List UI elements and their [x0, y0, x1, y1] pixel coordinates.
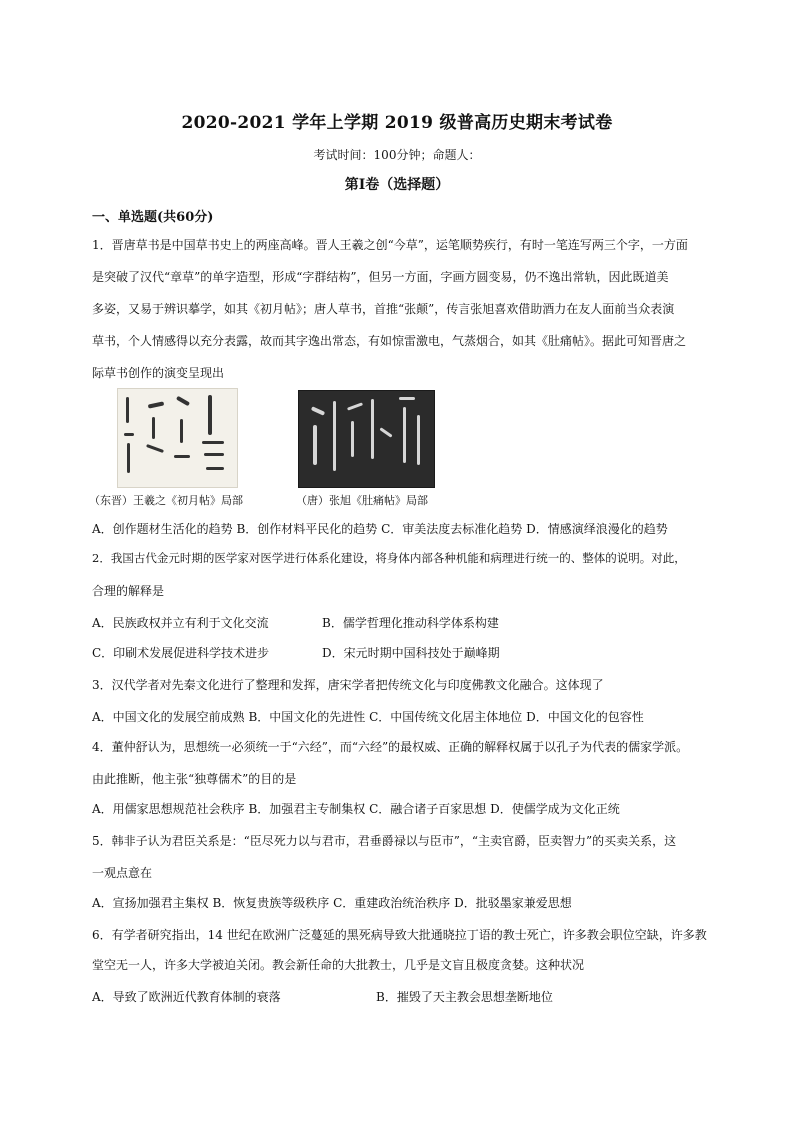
volume-heading: 第Ⅰ卷（选择题） [344, 177, 450, 193]
section-heading: 一、单选题(共60分) [92, 210, 214, 225]
exam-title: 2020-2021 学年上学期 2019 级普高历史期末考试卷 [181, 113, 613, 133]
q4-options: A．用儒家思想规范社会秩序 B．加强君主专制集权 C．融合诸子百家思想 D．使儒学成为文化正统 [92, 802, 620, 816]
q1-line-1: 1．晋唐草书是中国草书史上的两座高峰。晋人王羲之创“今草”，运笔顺势疾行，有时一笔连写两三个字，一方面 [92, 238, 688, 252]
q4-line-2: 由此推断，他主张“独尊儒术”的目的是 [92, 772, 297, 786]
q6-option-a: A．导致了欧洲近代教育体制的衰落 [92, 990, 281, 1004]
q2-option-d: D．宋元时期中国科技处于巅峰期 [322, 646, 500, 660]
calligraphy-image-chuyue [117, 388, 238, 488]
q6-option-b: B．摧毁了天主教会思想垄断地位 [376, 990, 553, 1004]
q4-line-1: 4．董仲舒认为，思想统一必须统一于“六经”，而“六经”的最权威、正确的解释权属于以孔子为代表的儒家学派。 [92, 740, 689, 754]
q2-option-c: C．印刷术发展促进科学技术进步 [92, 646, 270, 660]
q2-line-2: 合理的解释是 [92, 584, 165, 598]
q6-line-1: 6．有学者研究指出，14 世纪在欧洲广泛蔓延的黑死病导致大批通晓拉丁语的教士死亡，许多教会职位空缺，许多教 [92, 928, 707, 942]
q2-line-1: 2．我国古代金元时期的医学家对医学进行体系化建设，将身体内部各种机能和病理进行统一的、整体的说明。对此， [92, 551, 686, 565]
q5-line-1: 5．韩非子认为君臣关系是：“臣尽死力以与君市，君垂爵禄以与臣市”，“主卖官爵，臣卖智力”的买卖关系，这 [92, 834, 677, 848]
calligraphy-image-dutong [298, 390, 435, 488]
q1-line-2: 是突破了汉代“章草”的单字造型，形成“字群结构”，但另一方面，字画方圆变易，仍不逸出常轨，因此既道美 [92, 270, 669, 284]
q1-line-4: 草书，个人情感得以充分表露，故而其字逸出常态，有如惊雷激电，气蒸烟合，如其《肚痛帖》。据此可知晋唐之 [92, 334, 687, 348]
q1-options: A．创作题材生活化的趋势 B．创作材料平民化的趋势 C．审美法度去标准化趋势 D．情感演绎浪漫化的趋势 [92, 522, 668, 536]
q2-option-a: A．民族政权并立有利于文化交流 [92, 616, 269, 630]
q5-line-2: 一观点意在 [92, 866, 153, 880]
q1-line-3: 多姿，又易于辨识摹学，如其《初月帖》；唐人草书，首推“张颠”，传言张旭喜欢借助酒力在友人面前当众表演 [92, 302, 675, 316]
q2-option-b: B．儒学哲理化推动科学体系构建 [322, 616, 499, 630]
caption-chuyue: （东晋）王羲之《初月帖》局部 [89, 494, 243, 507]
q1-line-5: 际草书创作的演变呈现出 [92, 366, 225, 380]
q6-line-2: 堂空无一人，许多大学被迫关闭。教会新任命的大批教士，几乎是文盲且极度贪婪。这种状况 [92, 958, 585, 972]
q3-line-1: 3．汉代学者对先秦文化进行了整理和发挥，唐宋学者把传统文化与印度佛教文化融合。这体现了 [92, 678, 604, 692]
q5-options: A．宣扬加强君主集权 B．恢复贵族等级秩序 C．重建政治统治秩序 D．批驳墨家兼爱思想 [92, 896, 572, 910]
caption-dutong: （唐）张旭《肚痛帖》局部 [296, 494, 428, 507]
q3-options: A．中国文化的发展空前成熟 B．中国文化的先进性 C．中国传统文化居主体地位 D．中国文化的包容性 [92, 710, 644, 724]
exam-subtitle: 考试时间：100分钟；命题人： [313, 148, 481, 162]
